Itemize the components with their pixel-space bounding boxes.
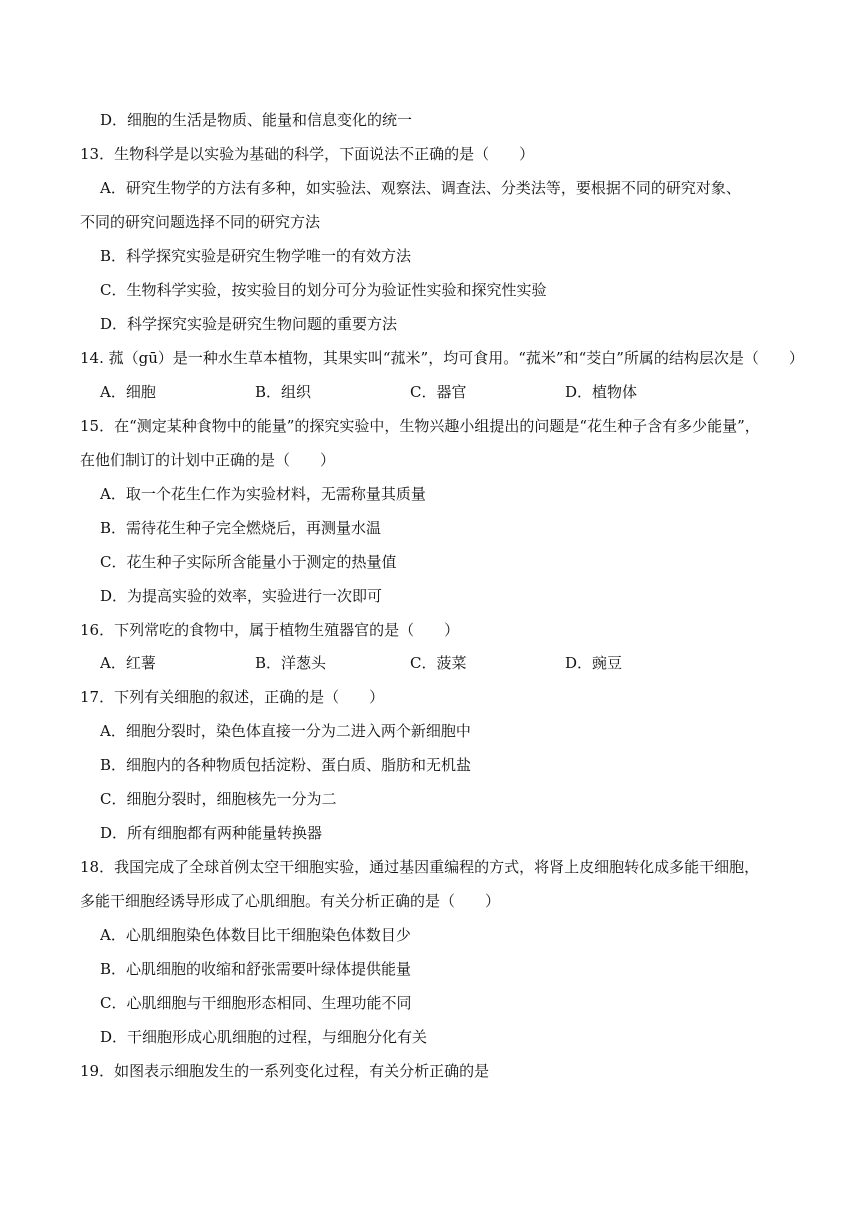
option-17-a: A．细胞分裂时，染色体直接一分为二进入两个新细胞中 bbox=[100, 722, 471, 740]
question-15-cont: 在他们制订的计划中正确的是（ ） bbox=[80, 451, 336, 469]
option-13-c: C．生物科学实验，按实验目的划分可分为验证性实验和探究性实验 bbox=[100, 281, 547, 299]
question-16: 16．下列常吃的食物中，属于植物生殖器官的是（ ） bbox=[80, 621, 460, 639]
options-14 bbox=[100, 382, 820, 402]
question-19: 19．如图表示细胞发生的一系列变化过程，有关分析正确的是 bbox=[80, 1062, 490, 1080]
option-16-b: B．洋葱头 bbox=[255, 654, 327, 672]
option-17-c: C．细胞分裂时，细胞核先一分为二 bbox=[100, 790, 337, 808]
options-16 bbox=[100, 653, 820, 673]
question-17: 17．下列有关细胞的叙述，正确的是（ ） bbox=[80, 688, 385, 706]
question-18: 18．我国完成了全球首例太空干细胞实验，通过基因重编程的方式，将肾上皮细胞转化成多能干细胞， bbox=[80, 858, 760, 876]
option-13-d: D．科学探究实验是研究生物问题的重要方法 bbox=[100, 315, 398, 333]
option-16-d: D．豌豆 bbox=[565, 654, 623, 672]
option-13-a: A．研究生物学的方法有多种，如实验法、观察法、调查法、分类法等，要根据不同的研究对象、 bbox=[100, 179, 741, 197]
option-18-c: C．心肌细胞与干细胞形态相同、生理功能不同 bbox=[100, 994, 412, 1012]
option-15-a: A．取一个花生仁作为实验材料，无需称量其质量 bbox=[100, 485, 426, 503]
option-15-b: B．需待花生种子完全燃烧后，再测量水温 bbox=[100, 519, 382, 537]
option-17-b: B．细胞内的各种物质包括淀粉、蛋白质、脂肪和无机盐 bbox=[100, 756, 472, 774]
question-15: 15．在“测定某种食物中的能量”的探究实验中，生物兴趣小组提出的问题是“花生种子含有多少能量”， bbox=[80, 417, 760, 435]
option-17-d: D．所有细胞都有两种能量转换器 bbox=[100, 824, 323, 842]
option-14-d: D．植物体 bbox=[565, 383, 638, 401]
option-13-a-cont: 不同的研究问题选择不同的研究方法 bbox=[80, 213, 321, 231]
question-18-cont: 多能干细胞经诱导形成了心肌细胞。有关分析正确的是（ ） bbox=[80, 892, 501, 910]
option-16-c: C．菠菜 bbox=[410, 654, 467, 672]
line-12-d: D．细胞的生活是物质、能量和信息变化的统一 bbox=[100, 111, 413, 129]
option-15-c: C．花生种子实际所含能量小于测定的热量值 bbox=[100, 553, 397, 571]
option-15-d: D．为提高实验的效率，实验进行一次即可 bbox=[100, 587, 383, 605]
option-18-a: A．心肌细胞染色体数目比干细胞染色体数目少 bbox=[100, 926, 411, 944]
option-14-a: A．细胞 bbox=[100, 383, 156, 401]
option-16-a: A．红薯 bbox=[100, 654, 156, 672]
option-18-d: D．干细胞形成心肌细胞的过程，与细胞分化有关 bbox=[100, 1028, 428, 1046]
option-13-b: B．科学探究实验是研究生物学唯一的有效方法 bbox=[100, 247, 412, 265]
option-18-b: B．心肌细胞的收缩和舒张需要叶绿体提供能量 bbox=[100, 960, 412, 978]
question-14: 14. 菰（gū）是一种水生草本植物，其果实叫“菰米”，均可食用。“菰米”和“茭白”所属的结构层次是（ ） bbox=[80, 349, 804, 367]
option-14-b: B．组织 bbox=[255, 383, 312, 401]
option-14-c: C．器官 bbox=[410, 383, 467, 401]
question-13: 13．生物科学是以实验为基础的科学，下面说法不正确的是（ ） bbox=[80, 145, 535, 163]
